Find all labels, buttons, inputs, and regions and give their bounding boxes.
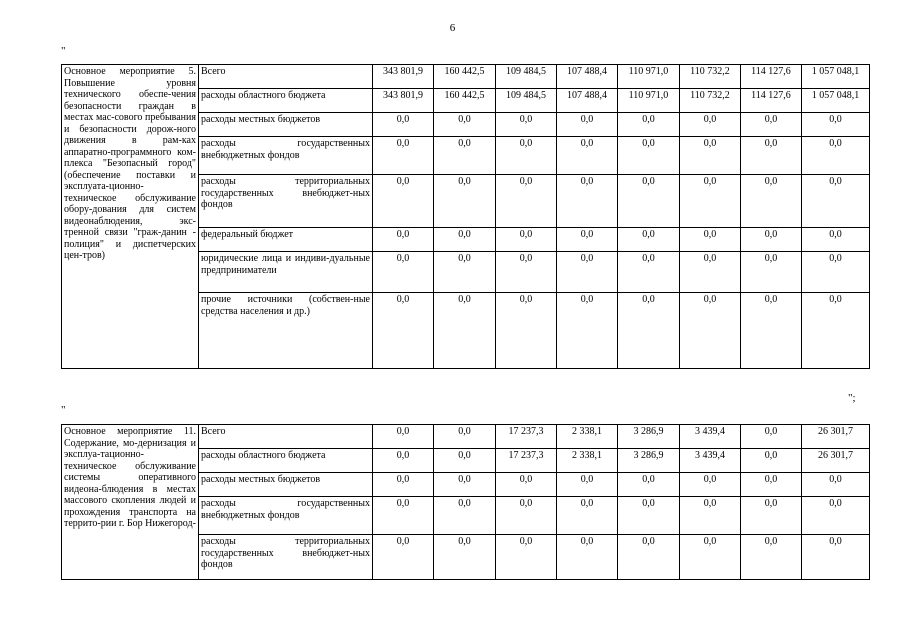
funding-value: 17 237,3 (496, 425, 557, 449)
funding-source: расходы областного бюджета (199, 449, 373, 473)
funding-value: 160 442,5 (434, 65, 496, 89)
funding-value: 0,0 (741, 293, 802, 369)
funding-value: 343 801,9 (373, 89, 434, 113)
funding-value: 0,0 (680, 473, 741, 497)
funding-value: 0,0 (557, 293, 618, 369)
funding-value: 343 801,9 (373, 65, 434, 89)
funding-value: 0,0 (373, 252, 434, 293)
funding-value: 0,0 (496, 252, 557, 293)
funding-source: расходы местных бюджетов (199, 473, 373, 497)
funding-value: 0,0 (557, 113, 618, 137)
funding-value: 0,0 (557, 137, 618, 175)
funding-value: 0,0 (434, 535, 496, 580)
funding-value: 0,0 (496, 113, 557, 137)
funding-value: 0,0 (741, 449, 802, 473)
table-row (62, 65, 870, 89)
funding-value: 0,0 (373, 113, 434, 137)
funding-value: 0,0 (434, 252, 496, 293)
funding-value: 0,0 (618, 473, 680, 497)
funding-value: 0,0 (680, 293, 741, 369)
funding-value: 0,0 (680, 113, 741, 137)
funding-value: 0,0 (373, 137, 434, 175)
funding-value: 0,0 (496, 293, 557, 369)
opening-quote-mark-second: " (61, 404, 66, 416)
funding-value: 0,0 (373, 425, 434, 449)
funding-source: юридические лица и индиви-дуальные предприниматели (199, 252, 373, 293)
funding-value: 0,0 (618, 535, 680, 580)
funding-value: 0,0 (618, 252, 680, 293)
funding-value: 0,0 (802, 473, 870, 497)
funding-value: 0,0 (373, 175, 434, 228)
funding-value: 0,0 (434, 113, 496, 137)
funding-value: 0,0 (618, 137, 680, 175)
funding-value: 0,0 (496, 137, 557, 175)
funding-value: 0,0 (557, 252, 618, 293)
funding-source: Всего (199, 425, 373, 449)
funding-value: 0,0 (373, 473, 434, 497)
funding-value: 26 301,7 (802, 449, 870, 473)
funding-value: 0,0 (802, 228, 870, 252)
funding-value: 107 488,4 (557, 65, 618, 89)
funding-source: расходы территориальных государственных внебюджет-ных фондов (199, 535, 373, 580)
funding-value: 114 127,6 (741, 89, 802, 113)
funding-value: 0,0 (496, 497, 557, 535)
funding-value: 0,0 (434, 137, 496, 175)
funding-value: 114 127,6 (741, 65, 802, 89)
closing-quote-mark: "; (848, 392, 856, 404)
funding-value: 3 286,9 (618, 425, 680, 449)
funding-value: 0,0 (741, 113, 802, 137)
funding-value: 0,0 (680, 137, 741, 175)
funding-value: 0,0 (373, 293, 434, 369)
funding-value: 0,0 (741, 228, 802, 252)
funding-value: 0,0 (741, 175, 802, 228)
funding-value: 0,0 (557, 175, 618, 228)
funding-value: 0,0 (557, 497, 618, 535)
funding-value: 0,0 (741, 425, 802, 449)
funding-value: 3 439,4 (680, 449, 741, 473)
funding-value: 0,0 (741, 473, 802, 497)
funding-value: 0,0 (802, 293, 870, 369)
funding-value: 1 057 048,1 (802, 89, 870, 113)
funding-value: 110 732,2 (680, 65, 741, 89)
funding-value: 0,0 (434, 497, 496, 535)
measure-description: Основное мероприятие 5. Повышение уровня технического обеспе-чения безопасности граждан в местах мас-сового пребывания и безопасности дорож-ного движения в рам-ках аппаратно-программного ком-плекса "Безопасный город" (обеспечение поставки и эксплуата-ционно-техническое обслуживание обору-дования для систем видеонаблюдения, экс-тренной связи "граж-данин - полиция" и диспетчерских цен-тров) (62, 65, 199, 369)
funding-value: 17 237,3 (496, 449, 557, 473)
measure-description: Основное мероприятие 11. Содержание, мо-дернизация и эксплуа-тационно-техническое обслуживание системы оперативного видеона-блюдения в местах массового скопления людей и прохождения транспорта на террито-рии г. Бор Нижегород- (62, 425, 199, 580)
funding-value: 109 484,5 (496, 65, 557, 89)
funding-value: 0,0 (373, 449, 434, 473)
funding-value: 0,0 (741, 497, 802, 535)
funding-value: 0,0 (618, 113, 680, 137)
funding-value: 0,0 (741, 252, 802, 293)
funding-value: 0,0 (496, 175, 557, 228)
funding-value: 110 732,2 (680, 89, 741, 113)
funding-value: 107 488,4 (557, 89, 618, 113)
funding-source: Всего (199, 65, 373, 89)
funding-source: расходы областного бюджета (199, 89, 373, 113)
funding-value: 3 439,4 (680, 425, 741, 449)
funding-source: расходы местных бюджетов (199, 113, 373, 137)
table-row (62, 425, 870, 449)
funding-value: 0,0 (373, 228, 434, 252)
funding-source: расходы государственных внебюджетных фондов (199, 137, 373, 175)
funding-value: 0,0 (434, 473, 496, 497)
funding-value: 0,0 (434, 293, 496, 369)
funding-value: 0,0 (741, 535, 802, 580)
funding-value: 0,0 (680, 535, 741, 580)
funding-value: 0,0 (618, 175, 680, 228)
funding-table-measure-5 (61, 64, 870, 369)
funding-value: 1 057 048,1 (802, 65, 870, 89)
funding-value: 2 338,1 (557, 425, 618, 449)
funding-value: 3 286,9 (618, 449, 680, 473)
funding-value: 0,0 (741, 137, 802, 175)
funding-value: 0,0 (618, 228, 680, 252)
opening-quote-mark: " (61, 45, 66, 57)
funding-value: 0,0 (802, 535, 870, 580)
funding-value: 2 338,1 (557, 449, 618, 473)
funding-value: 0,0 (496, 473, 557, 497)
funding-value: 0,0 (434, 175, 496, 228)
funding-value: 0,0 (434, 425, 496, 449)
funding-value: 0,0 (802, 175, 870, 228)
funding-table-measure-11 (61, 424, 870, 580)
funding-value: 0,0 (680, 175, 741, 228)
funding-value: 110 971,0 (618, 65, 680, 89)
funding-value: 0,0 (802, 497, 870, 535)
funding-value: 0,0 (680, 252, 741, 293)
funding-source: расходы государственных внебюджетных фондов (199, 497, 373, 535)
funding-value: 0,0 (496, 228, 557, 252)
funding-value: 0,0 (496, 535, 557, 580)
funding-source: расходы территориальных государственных внебюджет-ных фондов (199, 175, 373, 228)
funding-value: 0,0 (802, 252, 870, 293)
funding-source: федеральный бюджет (199, 228, 373, 252)
funding-source: прочие источники (собствен-ные средства населения и др.) (199, 293, 373, 369)
funding-value: 110 971,0 (618, 89, 680, 113)
funding-value: 0,0 (680, 497, 741, 535)
funding-value: 0,0 (557, 473, 618, 497)
funding-value: 0,0 (434, 228, 496, 252)
funding-value: 0,0 (680, 228, 741, 252)
page-number: 6 (449, 22, 456, 34)
funding-value: 26 301,7 (802, 425, 870, 449)
funding-value: 0,0 (618, 293, 680, 369)
funding-value: 0,0 (802, 137, 870, 175)
funding-value: 0,0 (557, 228, 618, 252)
funding-value: 0,0 (802, 113, 870, 137)
funding-value: 0,0 (373, 535, 434, 580)
funding-value: 109 484,5 (496, 89, 557, 113)
funding-value: 0,0 (373, 497, 434, 535)
funding-value: 0,0 (618, 497, 680, 535)
funding-value: 0,0 (434, 449, 496, 473)
funding-value: 160 442,5 (434, 89, 496, 113)
funding-value: 0,0 (557, 535, 618, 580)
